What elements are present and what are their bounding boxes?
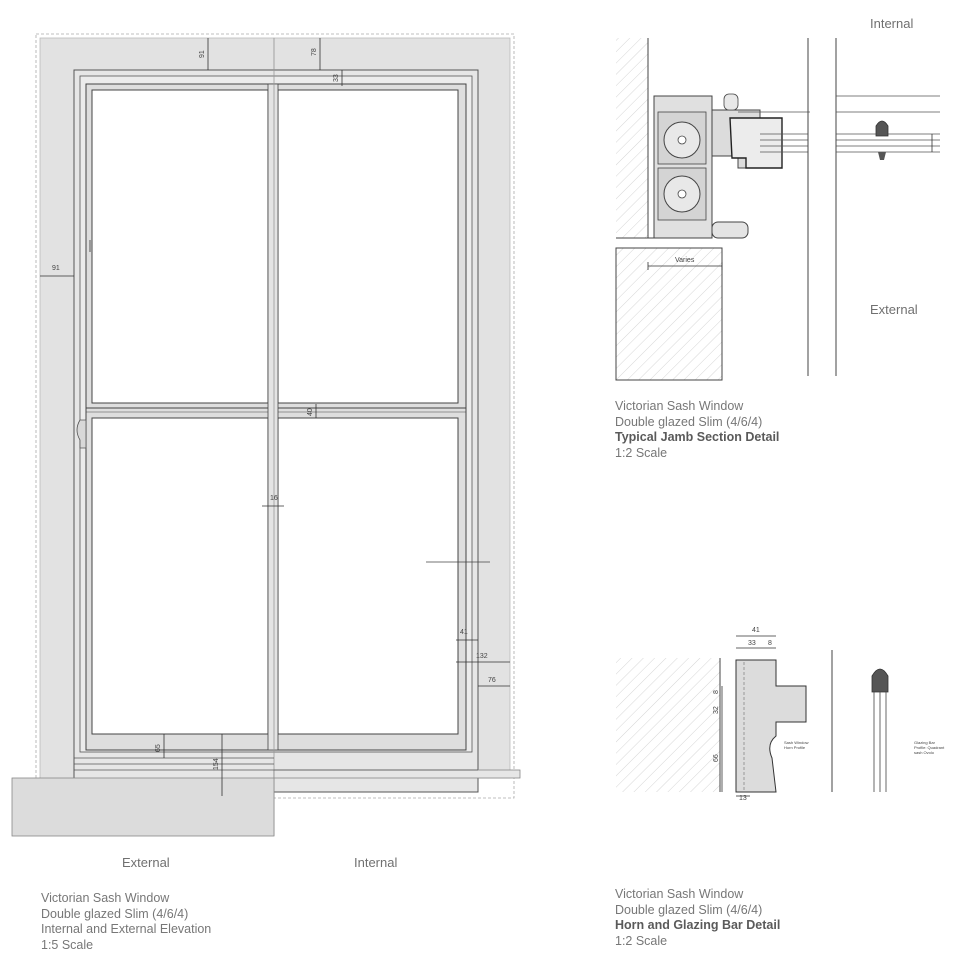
glazing-bar-note: Glazing Bar Profile: Quadrant sash Ovolo — [914, 740, 945, 755]
dim-glazing-bar-16: 16 — [270, 495, 278, 502]
caption-title: Typical Jamb Section Detail — [615, 430, 780, 444]
dim-jamb-91: 91 — [52, 265, 60, 272]
dim-head-33: 33 — [333, 74, 340, 82]
dim-sill-154: 154 — [213, 758, 220, 770]
pane-top-left — [92, 90, 268, 403]
caption-line: 1:5 Scale — [41, 937, 94, 952]
jamb-caption — [615, 399, 779, 461]
caption-line: Double glazed Slim (4/6/4) — [41, 906, 189, 921]
caption-line: Internal and External Elevation — [41, 922, 212, 936]
label-internal: Internal — [354, 855, 398, 870]
jamb-section — [616, 38, 940, 380]
caption-line: Double glazed Slim (4/6/4) — [615, 902, 763, 917]
horn-dim-8: 8 — [768, 640, 772, 647]
horn-dim-height-32: 32 — [713, 706, 720, 714]
caption-line: Victorian Sash Window — [41, 891, 170, 905]
horn-dim-height-66: 66 — [713, 754, 720, 762]
horn-detail — [616, 627, 948, 802]
horn-dim-height-8: 8 — [713, 690, 720, 694]
dim-head-91: 91 — [199, 50, 206, 58]
pane-bottom-right — [278, 418, 458, 734]
jamb-label-external: External — [870, 302, 918, 317]
pane-bottom-left — [92, 418, 268, 734]
dim-head-78: 78 — [311, 48, 318, 56]
dim-bottom-rail-65: 65 — [155, 744, 162, 752]
jamb-dim-varies: Varies — [675, 257, 695, 264]
dim-frame-132: 132 — [476, 653, 488, 660]
horn-dim-41: 41 — [752, 627, 760, 634]
jamb-label-internal: Internal — [870, 16, 914, 31]
horn-caption — [615, 887, 780, 949]
caption-line: Double glazed Slim (4/6/4) — [615, 414, 763, 429]
horn-profile-note: Sash Window Horn Profile — [784, 740, 809, 750]
elevation-caption — [41, 891, 211, 953]
label-external: External — [122, 855, 170, 870]
dim-meeting-rail-40: 40 — [307, 408, 314, 416]
caption-line: 1:2 Scale — [615, 445, 668, 460]
window-elevation — [12, 34, 520, 836]
pane-top-right — [278, 90, 458, 403]
caption-line: 1:2 Scale — [615, 933, 668, 948]
caption-line: Victorian Sash Window — [615, 887, 744, 901]
horn-dim-33: 33 — [748, 640, 756, 647]
caption-title: Horn and Glazing Bar Detail — [615, 918, 781, 932]
caption-line: Victorian Sash Window — [615, 399, 744, 413]
horn-dim-13: 13 — [739, 795, 747, 802]
dim-stile-41: 41 — [460, 629, 468, 636]
dim-reveal-76: 76 — [488, 677, 496, 684]
sill — [12, 778, 274, 836]
